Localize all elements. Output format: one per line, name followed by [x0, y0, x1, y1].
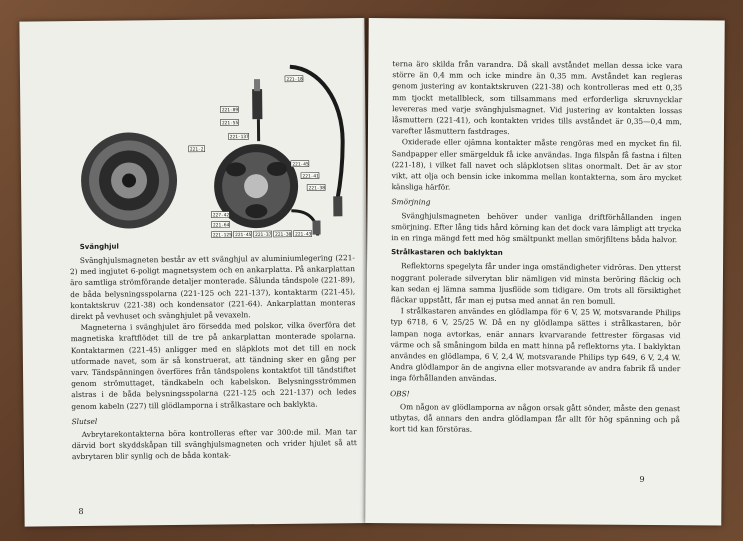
label-221-38: 221-38: [308, 186, 325, 192]
flywheel-illustration: [81, 132, 178, 229]
paragraph: Svänghjulsmagneten består av ett svänghjul av aluminiumlegering (221-2) med ingjutet 6-poligt magnetsystem och en ankarplatta. På ankarplattan äro samtliga strömförande detaljer monterade. Sålunda tändspole (221-89), de båda belysningsspolarna (221-125 och 221-137), kontaktarm (221-45), kontaktskruv (221-38) och kondensator (221-64). Ankarplattan monteras direkt på vevhuset och svänghjulet på vevaxeln.: [69, 253, 356, 322]
paragraph: Avbrytarekontakterna böra kontrolleras efter var 300:de mil. Man tar därvid bort skyddskåpan till svänghjulsmagneten och vrider hjulet så att avbrytaren blir synlig och de båda kontak-: [71, 427, 357, 462]
label-221-43: 221-43: [295, 232, 312, 238]
figure-caption: Svänghjul: [79, 242, 119, 252]
label-221-37: 221-37: [255, 232, 272, 238]
label-221-38-b: 221-38: [275, 232, 292, 238]
label-221-41: 221-41: [302, 174, 319, 180]
label-221-64: 221-64: [212, 223, 230, 229]
label-221-18: 221-18: [286, 77, 303, 83]
page-number: 8: [78, 506, 84, 517]
left-page: [19, 18, 369, 527]
flywheel-magneto-figure: [80, 60, 362, 243]
section-heading: Strålkastaren och baklyktan: [391, 248, 503, 258]
paragraph: Oxiderade eller ojämna kontakter måste rengöras med en mycket fin fil. Sandpapper eller smärgelduk få icke användas. Inga filspån få fastna i filten (221-18), i vilket fall navet och släpklotsen slitas onormalt. Det är av stor vikt, att olja och bensin icke inkomma mellan kontakterna, som äro mycket känsliga härför.: [391, 137, 682, 192]
label-227-42: 227-42: [212, 213, 230, 219]
paragraph: Om någon av glödlamporna av någon orsak gått sönder, måste den genast utbytas, då annars den andra glödlampan får allt för hög spänning och på kort tid kan förstöras.: [389, 402, 681, 435]
paragraph: terna äro skilda från varandra. Då skall avståndet mellan dessa icke vara större än 0,4 mm och icke mindre än 0,35 mm. Avståndet kan regleras genom justering av kontaktskruven (221-38) och kontrolleras med ett 0,35 mm tjockt metallbleck, som tillsammans med erforderliga skruvnycklar levereras med varje svänghjulsmagnet. Vid justering av kontakten lossas låsmuttern (221-41), och kontakten vrides tills avståndet är 0,35—0,4 mm, varefter låsmuttern fastdrages.: [391, 59, 683, 137]
page-number: 9: [639, 474, 645, 484]
label-221-89: 221-89: [221, 108, 239, 114]
label-221-125: 221-125: [212, 233, 232, 239]
paragraph: Reflektorns spegelyta får under inga omständigheter vidröras. Den ytterst noggrant polerade silverytan blir nämligen vid minsta beröring fläckig och kan sedan ej lämna samma ljusflöde som tidigare. Om trots all försiktighet fläckar uppstått, får man ej putsa med annat än ren bomull.: [390, 261, 682, 306]
section-heading: Slutsel: [71, 416, 98, 426]
right-page: [365, 18, 725, 525]
right-page-body: [390, 58, 683, 437]
section-heading: OBS!: [390, 388, 410, 398]
left-page-body: [70, 252, 357, 463]
label-221-137: 221-137: [229, 135, 249, 141]
paragraph: Magneterna i svänghjulet äro försedda med polskor, vilka överföra det magnetiska kraftflödet till de tre på ankarplattan monterade spolarna. Kontaktarmen (221-45) anligger med en släpklots mot det till en nock utformade navet, som är så konstruerat, att tändning sker en gång per varv. Tändspänningen överföres från tändspolens kontaktfot till tändstiftet genom strömuttaget, tändkabeln och kabelskon. Belysningsströmmen alstras i de båda belysningsspolarna (221-125 och 221-137) och ledes genom kabeln (227) till glödlamporna i strålkastare och baklykta.: [70, 320, 357, 411]
label-221-45-b: 221-45: [235, 233, 252, 239]
paragraph: I strålkastaren användes en glödlampa för 6 V, 25 W, motsvarande Philips typ 6718, 6 V, 25/25 W. Då en ny glödlampa sättes i strålkastaren, bör lampan noga avtorkas, enär annars kvarvarande fettrester förgasas vid värme och så småningom bilda en matt hinna på reflektorns yta. I baklyktan användes en glödlampa, 6 V, 2,4 W, motsvarande Philips typ 649, 6 V, 2,4 W. Andra glödlampor än de angivna eller motsvarande av andra fabrik få under inga förhållanden användas.: [390, 306, 681, 384]
paragraph: Svänghjulsmagneten behöver under vanliga driftförhållanden ingen smörjning. Efter lång tids hård körning kan det dock vara lämpligt att trycka in en ringa mängd fett med hög smältpunkt mellan smörjfiltens båda halvor.: [391, 210, 682, 245]
label-221-45: 221-45: [292, 162, 309, 168]
label-221-2: 221-2: [189, 147, 204, 153]
section-heading: Smörjning: [391, 197, 431, 207]
label-221-55: 221-55: [221, 121, 239, 127]
